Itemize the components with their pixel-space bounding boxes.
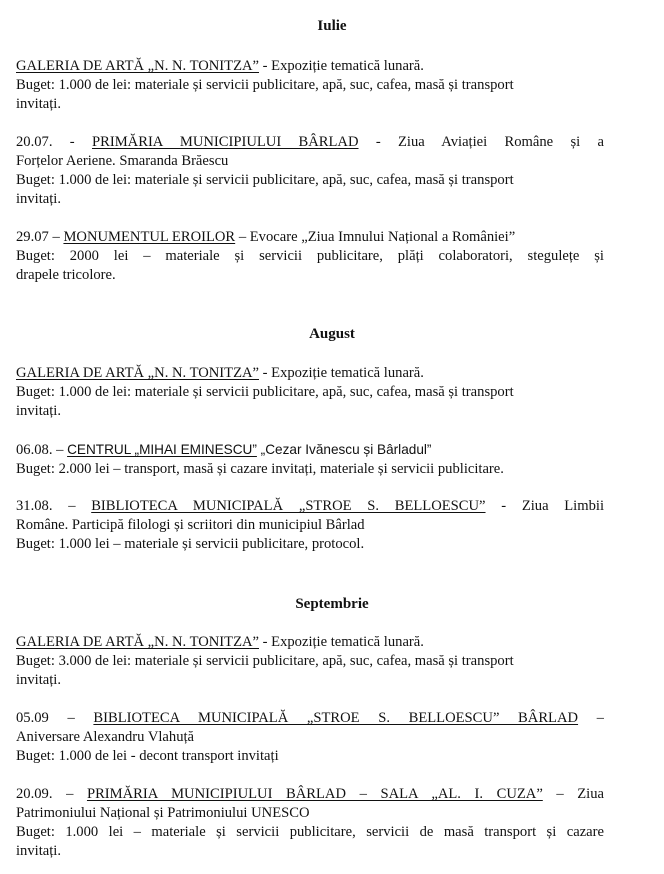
event-title-line — [16, 133, 604, 152]
budget-line: Buget: 2000 lei – materiale și servicii publicitare, plăți colaboratori, stegulețe și — [16, 248, 604, 264]
budget-line: Buget: 1.000 de lei - decont transport invitați — [16, 748, 279, 764]
event-description-continued: Forțelor Aeriene. Smaranda Brăescu — [16, 153, 229, 169]
event-description: „Cezar Ivănescu și Bârladul” — [256, 442, 432, 457]
budget-line: Buget: 1.000 de lei: materiale și servicii publicitare, apă, suc, cafea, masă și transport — [16, 172, 514, 188]
event-title-line — [16, 440, 604, 460]
event-entry — [16, 785, 604, 861]
budget-line: Buget: 3.000 de lei: materiale și servicii publicitare, apă, suc, cafea, masă și transport — [16, 653, 514, 669]
event-entry — [16, 133, 604, 209]
institution-name: MONUMENTUL EROILOR — [63, 229, 236, 245]
institution-name: BIBLIOTECA MUNICIPALĂ „STROE S. BELLOESCU” — [91, 498, 486, 514]
event-description: - Ziua Limbii — [485, 498, 604, 514]
budget-line: Buget: 1.000 de lei: materiale și servicii publicitare, apă, suc, cafea, masă și transport — [16, 77, 514, 93]
event-description: – — [578, 710, 604, 726]
event-date: 29.07 – — [16, 229, 64, 245]
event-title-line — [16, 497, 604, 516]
event-title-line — [16, 57, 604, 76]
institution-name: PRIMĂRIA MUNICIPIULUI BÂRLAD – SALA „AL. I. CUZA” — [86, 786, 543, 802]
budget-line-continued: invitați. — [16, 191, 61, 207]
budget-line: Buget: 2.000 lei – transport, masă și cazare invitați, materiale și servicii publicitare. — [16, 461, 504, 477]
event-description: – Evocare „Ziua Imnului Național a României” — [235, 229, 516, 245]
section-title-iulie: Iulie — [317, 18, 347, 34]
event-description: - Expoziție tematică lunară. — [259, 634, 424, 650]
budget-line-continued: invitați. — [16, 96, 61, 112]
event-title-line — [16, 364, 604, 383]
event-entry — [16, 364, 604, 421]
institution-name: BIBLIOTECA MUNICIPALĂ „STROE S. BELLOESCU” BÂRLAD — [93, 710, 579, 726]
event-title-line — [16, 709, 604, 728]
event-entry — [16, 228, 604, 285]
budget-line-continued: invitați. — [16, 672, 61, 688]
event-description: – Ziua — [542, 786, 604, 802]
institution-name: GALERIA DE ARTĂ „N. N. TONITZA” — [16, 58, 259, 74]
budget-line: Buget: 1.000 de lei: materiale și servicii publicitare, apă, suc, cafea, masă și transport — [16, 384, 514, 400]
budget-line: Buget: 1.000 lei – materiale și servicii publicitare, protocol. — [16, 536, 365, 552]
event-description: - Expoziție tematică lunară. — [259, 58, 424, 74]
event-date: 20.07. - — [16, 134, 92, 150]
budget-line: Buget: 1.000 lei – materiale și servicii publicitare, servicii de masă transport și cazare — [16, 824, 604, 840]
budget-line-continued: drapele tricolore. — [16, 267, 116, 283]
event-title-line — [16, 633, 604, 652]
event-entry — [16, 440, 604, 479]
institution-name: GALERIA DE ARTĂ „N. N. TONITZA” — [16, 634, 259, 650]
event-description-continued: Aniversare Alexandru Vlahuță — [16, 729, 195, 745]
institution-name: GALERIA DE ARTĂ „N. N. TONITZA” — [16, 365, 259, 381]
event-entry — [16, 633, 604, 690]
event-entry — [16, 709, 604, 766]
event-description: - Expoziție tematică lunară. — [259, 365, 424, 381]
event-title-line — [16, 228, 604, 247]
event-date: 05.09 – — [16, 710, 94, 726]
event-date: 20.09. – — [16, 786, 87, 802]
budget-line-continued: invitați. — [16, 403, 61, 419]
section-title-septembrie: Septembrie — [295, 596, 369, 612]
event-description-continued: Patrimoniului Național și Patrimoniului UNESCO — [16, 805, 310, 821]
institution-name: PRIMĂRIA MUNICIPIULUI BÂRLAD — [91, 134, 359, 150]
event-entry — [16, 497, 604, 554]
event-entry — [16, 57, 604, 114]
event-description-continued: Române. Participă filologi și scriitori din municipiul Bârlad — [16, 517, 365, 533]
section-title-august: August — [309, 326, 355, 342]
institution-name: CENTRUL „MIHAI EMINESCU” — [67, 442, 257, 457]
event-description: - Ziua Aviației Române și a — [358, 134, 604, 150]
event-date: 31.08. – — [16, 498, 92, 514]
event-title-line — [16, 785, 604, 804]
budget-line-continued: invitați. — [16, 843, 61, 859]
event-date: 06.08. – — [16, 442, 68, 458]
